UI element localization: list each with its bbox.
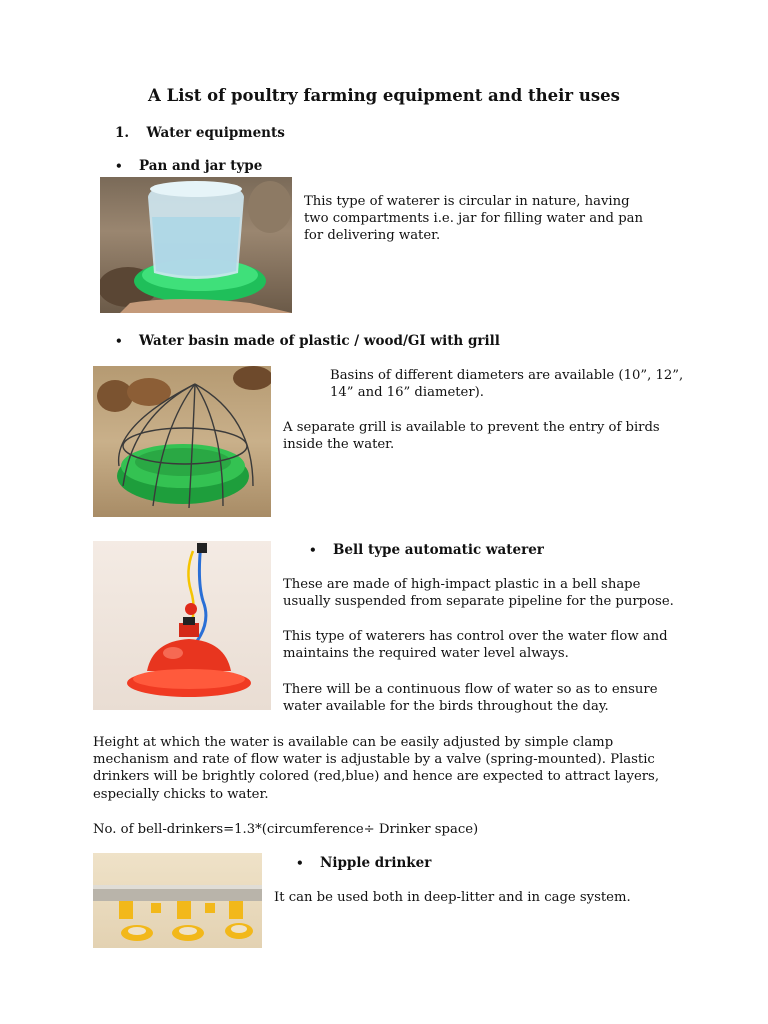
nipple-drinker-image: [93, 853, 262, 948]
drinker-formula: No. of bell-drinkers=1.3*(circumference÷ Drinker space): [93, 822, 479, 837]
pan-jar-description: This type of waterer is circular in nature, having two compartments i.e. jar for filling water and pan for delivering water.: [304, 194, 643, 244]
bell-waterer-note: Height at which the water is available can be easily adjusted by simple clamp mechanism and rate of flow water is adjustable by a valve (spring-mounted). Plastic drinkers will be brightly colored (red,blue) and hence are expected to attract layers, especially chicks to water.: [93, 735, 660, 802]
item-heading-bell-waterer: • Bell type automatic waterer: [333, 542, 544, 558]
bell-waterer-description-2: This type of waterers has control over the water flow and maintains the required water level always.: [283, 629, 668, 662]
item-heading-nipple-drinker: • Nipple drinker: [320, 855, 431, 871]
item-heading-pan-jar: • Pan and jar type: [139, 158, 262, 174]
bell-waterer-description-3: There will be a continuous flow of water so as to ensure water available for the birds throughout the day.: [283, 682, 658, 715]
water-basin-description-2: A separate grill is available to prevent the entry of birds inside the water.: [283, 420, 660, 453]
nipple-drinker-description: It can be used both in deep-litter and in cage system.: [274, 890, 631, 905]
section-number: 1.: [115, 125, 130, 141]
water-basin-image: [93, 366, 271, 517]
bell-waterer-image: [93, 541, 271, 710]
pan-jar-waterer-image: [100, 177, 292, 313]
item-heading-water-basin: • Water basin made of plastic / wood/GI with grill: [139, 333, 500, 349]
page-title: A List of poultry farming equipment and their uses: [148, 86, 620, 105]
section-label: Water equipments: [146, 125, 285, 141]
water-basin-text-1: Basins of different diameters are available (10”, 12”, 14” and 16” diameter).: [330, 368, 684, 401]
water-basin-description-1: [330, 367, 690, 401]
section-heading: [115, 125, 285, 141]
bell-waterer-description-1: These are made of high-impact plastic in a bell shape usually suspended from separate pipeline for the purpose.: [283, 577, 674, 610]
